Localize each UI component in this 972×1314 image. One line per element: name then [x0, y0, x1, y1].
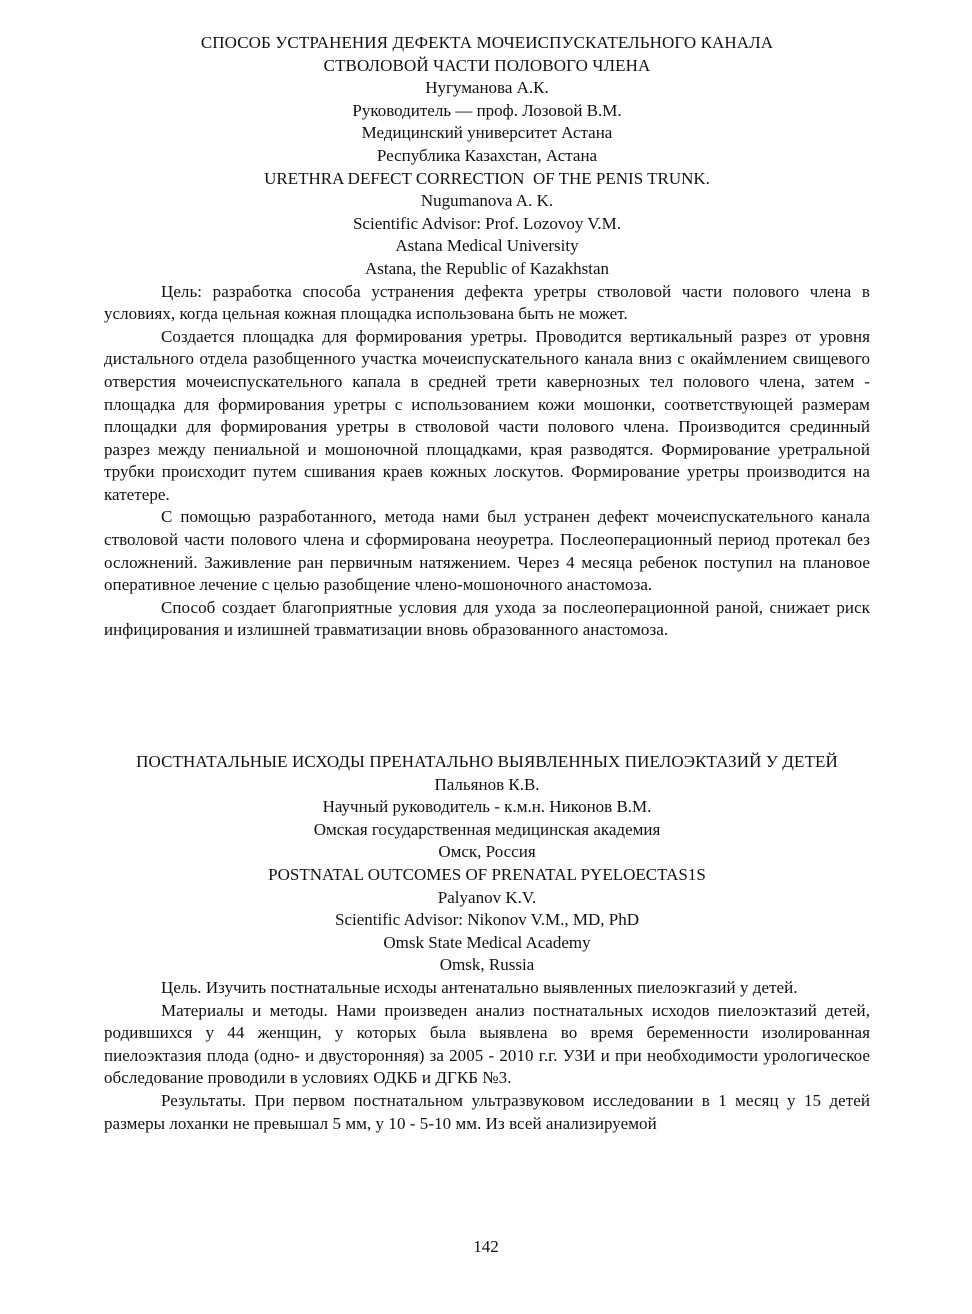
advisor: Научный руководитель - к.м.н. Никонов В.М.: [322, 797, 652, 817]
title-english: URETHRA DEFECT CORRECTION OF THE PENIS TRUNK.: [264, 168, 710, 188]
advisor-english: Scientific Advisor: Nikonov V.M., MD, PhD: [335, 910, 639, 930]
article-pyeloectasia: [104, 751, 870, 1135]
author: Пальянов К.В.: [434, 774, 540, 794]
institution: Омская государственная медицинская академия: [313, 819, 661, 839]
article-urethra-defect: [104, 32, 870, 642]
body-paragraph: Материалы и методы. Нами произведен анализ постнатальных исходов пиелоэктазий детей, родившихся у 44 женщин, у которых была выявлена во время беременности изолированная пиелоэктазия плода (одно- и двусторонняя) за 2005 - 2010 г.г. УЗИ и при необходимости урологическое обследование проводили в условиях ОДКБ и ДГКБ №3.: [104, 1000, 870, 1088]
location-english: Omsk, Russia: [439, 955, 535, 975]
location-english: Astana, the Republic of Kazakhstan: [364, 258, 610, 278]
article-title-line: СПОСОБ УСТРАНЕНИЯ ДЕФЕКТА МОЧЕИСПУСКАТЕЛЬНОГО КАНАЛА: [200, 33, 774, 52]
location: Омск, Россия: [438, 842, 536, 862]
body-paragraph: Создается площадка для формирования уретры. Проводится вертикальный разрез от уровня дистального отдела разобщенного участка мочеиспускательного канала вниз с окаймлением свищевого отверстия мочеиспускательного капала в средней трети кавернозных тел полового члена, затем - площадка для формирования уретры с использованием кожи мошонки, соответствующей размерам площадки для формирования уретры в стволовой части полового члена. Производится срединный разрез между пениальной и мошоночной площадками, края разводятся. Формирование уретральной трубки происходит путем сшивания краев кожных лоскутов. Формирование уретры производится на катетере.: [104, 326, 870, 504]
author: Нугуманова А.К.: [425, 78, 549, 98]
institution-english: Astana Medical University: [395, 236, 579, 256]
institution: Медицинский университет Астана: [361, 123, 613, 143]
advisor: Руководитель — проф. Лозовой В.М.: [352, 100, 622, 120]
author-english: Palyanov K.V.: [437, 887, 537, 907]
page-number: 142: [473, 1237, 499, 1256]
body-paragraph: Результаты. При первом постнатальном ультразвуковом исследовании в 1 месяц у 15 детей размеры лоханки не превышал 5 мм, у 10 - 5-10 мм. Из всей анализируемой: [104, 1090, 870, 1133]
title-english: POSTNATAL OUTCOMES OF PRENATAL PYELOECTAS1S: [268, 864, 706, 884]
article-title-line: СТВОЛОВОЙ ЧАСТИ ПОЛОВОГО ЧЛЕНА: [323, 55, 651, 75]
institution-english: Omsk State Medical Academy: [383, 932, 591, 952]
location: Республика Казахстан, Астана: [376, 145, 598, 165]
body-paragraph: Цель. Изучить постнатальные исходы антенатально выявленных пиелоэкгазий у детей.: [161, 977, 798, 997]
body-paragraph: Цель: разработка способа устранения дефекта уретры стволовой части полового члена в условиях, когда цельная кожная площадка использована быть не может.: [104, 281, 870, 324]
article-title: ПОСТНАТАЛЬНЫЕ ИСХОДЫ ПРЕНАТАЛЬНО ВЫЯВЛЕННЫХ ПИЕЛОЭКТАЗИЙ У ДЕТЕЙ: [136, 752, 838, 771]
author-english: Nugumanova A. K.: [420, 191, 554, 211]
body-paragraph: С помощью разработанного, метода нами был устранен дефект мочеиспускательного канала стволовой части полового члена и сформирована неоуретра. Послеоперационный период протекал без осложнений. Заживление ран первичным натяжением. Через 4 месяца ребенок поступил на плановое оперативное лечение с целью разобщение члено-мошоночного анастомоза.: [104, 507, 870, 595]
advisor-english: Scientific Advisor: Prof. Lozovoy V.M.: [352, 213, 622, 233]
body-paragraph: Способ создает благоприятные условия для ухода за послеоперационной раной, снижает риск инфицирования и излишней травматизации вновь образованного анастомоза.: [104, 597, 870, 640]
